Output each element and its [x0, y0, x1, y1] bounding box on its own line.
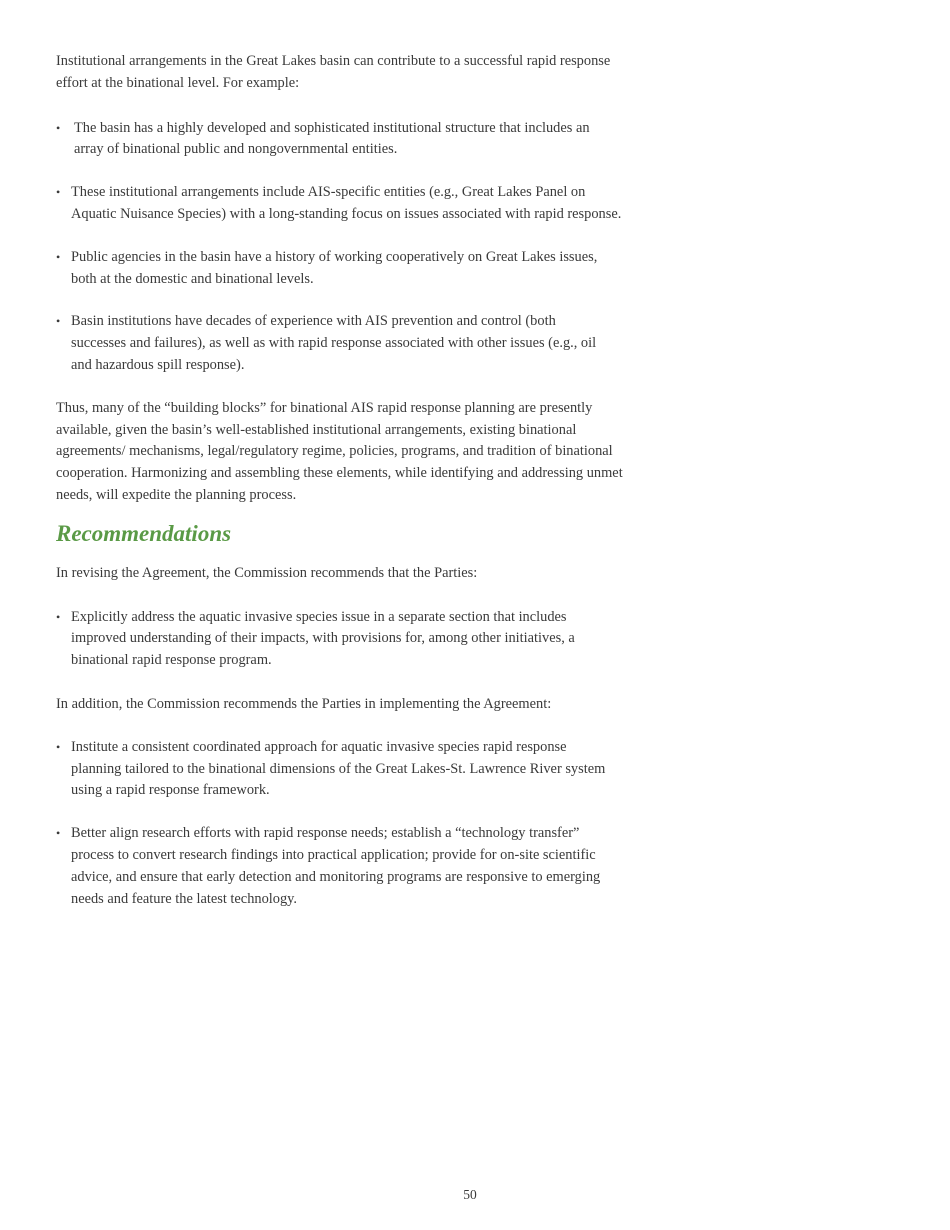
list-item: • Explicitly address the aquatic invasive species issue in a separate section that includes improved understanding of their impacts, with provisions for, among other initiatives, a binational rapid response program.	[56, 607, 601, 672]
section-heading: Recommendations	[56, 520, 232, 546]
list-item: • These institutional arrangements include AIS-specific entities (e.g., Great Lakes Panel on Aquatic Nuisance Species) with a long-standing focus on issues associated with rapid response.	[56, 182, 631, 226]
revising-intro-paragraph: In revising the Agreement, the Commission recommends that the Parties:	[56, 564, 478, 581]
list-item: • Basin institutions have decades of experience with AIS prevention and control (both successes and failures), as well as with rapid response associated with other issues (e.g., oil and hazardous spill response).	[56, 311, 601, 376]
addition-intro-paragraph: In addition, the Commission recommends the Parties in implementing the Agreement:	[56, 695, 552, 712]
list-item: • The basin has a highly developed and sophisticated institutional structure that includes an array of binational public and nongovernmental entities.	[56, 118, 604, 162]
intro-paragraph: Institutional arrangements in the Great Lakes basin can contribute to a successful rapid response effort at the binational level. For example:	[56, 53, 611, 91]
document-page	[56, 51, 631, 910]
list-item: • Public agencies in the basin have a history of working cooperatively on Great Lakes issues, both at the domestic and binational levels.	[56, 247, 606, 291]
revising-bullet-list	[56, 607, 631, 672]
list-item: • Institute a consistent coordinated approach for aquatic invasive species rapid response planning tailored to the binational dimensions of the Great Lakes-St. Lawrence River system using a rapid response framework.	[56, 737, 616, 802]
page-number: 50	[463, 1187, 477, 1202]
list-item: • Better align research efforts with rapid response needs; establish a “technology transfer” process to convert research findings into practical application; provide for on-site scientific advice, and ensure that early detection and monitoring programs are responsive to emerging needs and feature the latest technology.	[56, 823, 616, 910]
building-blocks-paragraph: Thus, many of the “building blocks” for binational AIS rapid response planning are presently available, given the basin’s well-established institutional arrangements, existing binational agreements/ mechanisms, legal/regulatory regime, policies, programs, and tradition of binational cooperation. Harmonizing and assembling these elements, while identifying and addressing unmet needs, will expedite the planning process.	[56, 399, 623, 503]
implementing-bullet-list	[56, 737, 631, 911]
institutional-bullet-list	[56, 118, 631, 377]
